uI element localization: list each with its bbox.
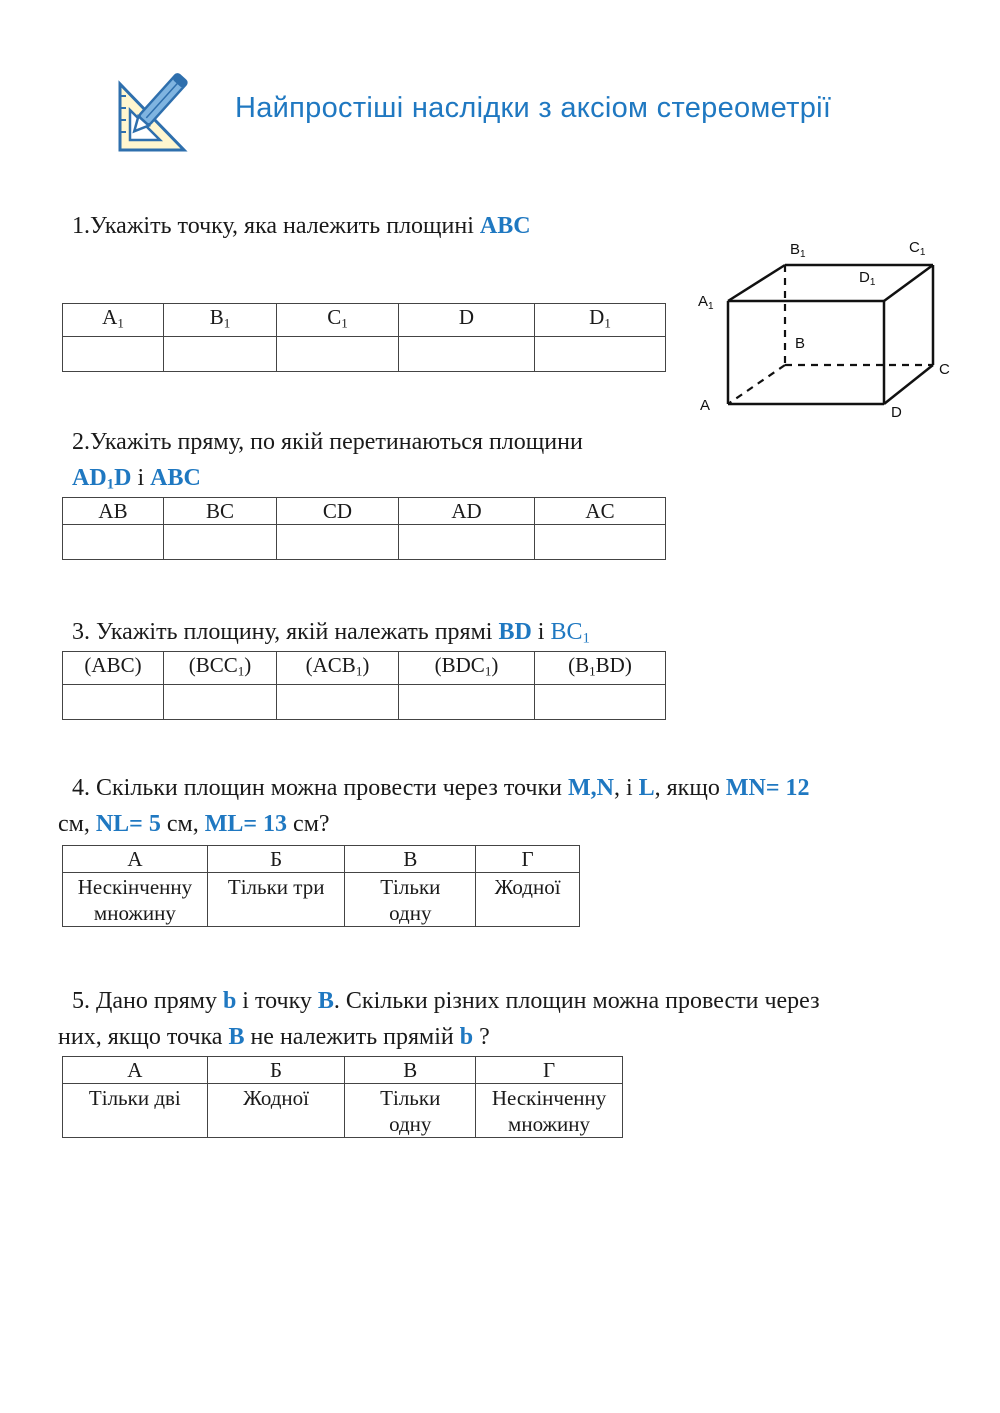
answer-cell[interactable] <box>63 685 164 720</box>
question-5-table <box>62 1056 623 1138</box>
option-letter-b: Б <box>207 1057 345 1084</box>
triangle-ruler-pencil-icon <box>112 66 192 156</box>
question-1 <box>72 208 531 244</box>
answer-cell[interactable] <box>277 337 399 372</box>
question-3-table <box>62 651 666 720</box>
question-4-table <box>62 845 580 927</box>
answer-cell[interactable] <box>535 685 666 720</box>
answer-option[interactable]: Тільки одну <box>345 1084 476 1138</box>
answer-cell[interactable] <box>164 685 277 720</box>
question-4 <box>58 770 810 842</box>
question-3: 3. Укажіть площину, якій належать прямі BD і $BC_1$ <box>72 619 590 647</box>
option-letter-b: Б <box>207 846 345 873</box>
question-2 <box>72 424 583 503</box>
option-acb1: $(ACB_1)$ <box>277 652 399 685</box>
answer-cell[interactable] <box>399 525 535 560</box>
question-2-table <box>62 497 666 560</box>
answer-cell[interactable] <box>535 337 666 372</box>
question-4-line2: см, NL= 5 см, ML= 13 см? <box>58 811 330 837</box>
answer-cell[interactable] <box>399 337 535 372</box>
option-letter-a: А <box>63 1057 208 1084</box>
option-letter-v: В <box>345 1057 476 1084</box>
answer-cell[interactable] <box>277 525 399 560</box>
answer-cell[interactable] <box>63 337 164 372</box>
answer-cell[interactable] <box>164 337 277 372</box>
label-a1: $A_1$ <box>698 293 714 312</box>
question-4-line1: 4. Скільки площин можна провести через точки M,N, і L, якщо MN= 12 <box>72 775 810 801</box>
question-5 <box>58 983 820 1055</box>
question-1-table <box>62 303 666 372</box>
question-1-text: 1.Укажіть точку, яка належить площині <box>72 213 480 239</box>
page-title: Найпростіші наслідки з аксіом стереометрії <box>235 92 832 124</box>
answer-option[interactable]: Жодної <box>207 1084 345 1138</box>
answer-cell[interactable] <box>535 525 666 560</box>
answer-option[interactable]: Нескінченну множину <box>63 873 208 927</box>
answer-cell[interactable] <box>399 685 535 720</box>
option-b1: $B_1$ <box>164 304 277 337</box>
label-a: A <box>700 397 711 414</box>
answer-cell[interactable] <box>277 685 399 720</box>
option-letter-v: В <box>345 846 476 873</box>
option-ad: AD <box>399 498 535 525</box>
question-5-line1: 5. Дано пряму b і точку B. Скільки різних площин можна провести через <box>72 988 820 1014</box>
answer-option[interactable]: Нескінченну множину <box>476 1084 623 1138</box>
question-2-line2: $AD_1D$ і ABC <box>72 465 201 493</box>
option-letter-g: Г <box>476 846 580 873</box>
question-1-plane: ABC <box>479 213 531 239</box>
option-abc: (ABC) <box>63 652 164 685</box>
answer-option[interactable]: Тільки дві <box>63 1084 208 1138</box>
label-d1: $D_1$ <box>859 269 876 288</box>
answer-cell[interactable] <box>63 525 164 560</box>
option-c1: $C_1$ <box>277 304 399 337</box>
option-letter-g: Г <box>476 1057 623 1084</box>
option-bcc1: $(BCC_1)$ <box>164 652 277 685</box>
option-cd: CD <box>277 498 399 525</box>
answer-option[interactable]: Тільки три <box>207 873 345 927</box>
answer-option[interactable]: Тільки одну <box>345 873 476 927</box>
option-bdc1: $(BDC_1)$ <box>399 652 535 685</box>
answer-cell[interactable] <box>164 525 277 560</box>
label-b1: $B_1$ <box>790 241 806 260</box>
label-c: C <box>939 361 950 378</box>
option-d: D <box>399 304 535 337</box>
label-d: D <box>891 404 902 421</box>
question-2-line1: 2.Укажіть пряму, по якій перетинаються площини <box>72 429 583 455</box>
option-d1: $D_1$ <box>535 304 666 337</box>
option-ab: AB <box>63 498 164 525</box>
option-bc: BC <box>164 498 277 525</box>
label-c1: $C_1$ <box>909 239 926 258</box>
option-ac: AC <box>535 498 666 525</box>
question-5-line2: них, якщо точка B не належить прямій b ? <box>58 1024 490 1050</box>
option-b1bd: $(B_1BD)$ <box>535 652 666 685</box>
option-letter-a: А <box>63 846 208 873</box>
label-b: B <box>795 335 806 352</box>
option-a1: $A_1$ <box>63 304 164 337</box>
answer-option[interactable]: Жодної <box>476 873 580 927</box>
cube-figure <box>690 232 960 427</box>
